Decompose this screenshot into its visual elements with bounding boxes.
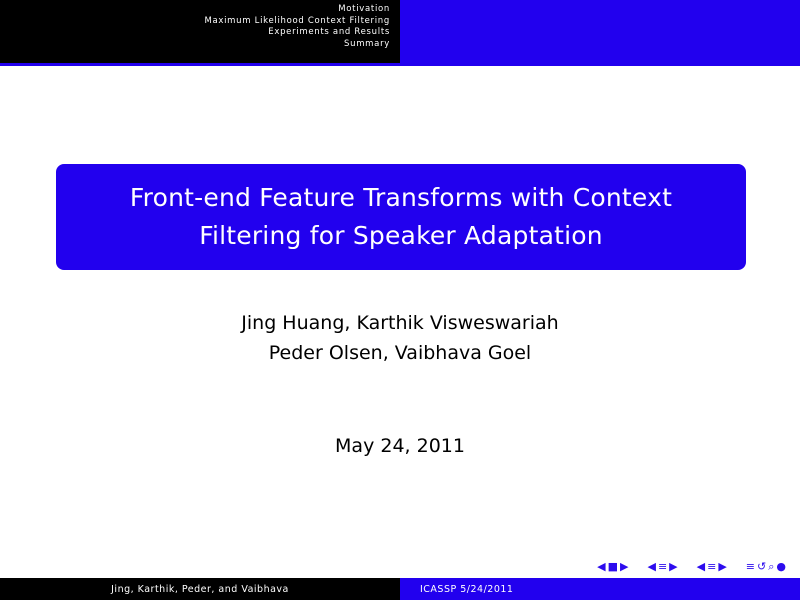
dot-icon[interactable]: ● xyxy=(776,560,786,573)
slide-navigation-group[interactable] xyxy=(597,561,628,572)
slide-title-line-1: Front-end Feature Transforms with Context xyxy=(129,183,673,212)
prev-subsection-icon[interactable]: ◀ xyxy=(696,560,706,573)
back-icon[interactable]: ↺ xyxy=(757,560,767,573)
next-subsection-icon[interactable]: ▶ xyxy=(718,560,727,573)
footer-authors: Jing, Karthik, Peder, and Vaibhava xyxy=(0,578,400,600)
footer-conference: ICASSP 5/24/2011 xyxy=(400,578,800,600)
frame-navigation-group[interactable] xyxy=(647,561,677,572)
beamer-navigation-symbols[interactable] xyxy=(597,561,786,572)
search-icon[interactable]: ⌕ xyxy=(768,560,775,573)
utility-navigation-group[interactable] xyxy=(746,561,786,572)
slide-title-line-2: Filtering for Speaker Adaptation xyxy=(199,221,603,250)
author-line-1: Jing Huang, Karthik Visweswariah xyxy=(241,312,559,334)
frame-marker-icon[interactable]: ≡ xyxy=(657,560,668,573)
header-section-nav xyxy=(0,0,400,63)
nav-item-summary[interactable]: Summary xyxy=(344,38,390,49)
next-frame-icon[interactable]: ▶ xyxy=(669,560,678,573)
author-list xyxy=(0,308,800,368)
subsection-marker-icon[interactable]: ≡ xyxy=(707,560,717,573)
contents-icon[interactable]: ≡ xyxy=(745,560,755,573)
slide-footer xyxy=(0,578,800,600)
slide-marker-icon[interactable]: ■ xyxy=(607,560,618,573)
nav-item-experiments-and-results[interactable]: Experiments and Results xyxy=(268,27,390,37)
prev-frame-icon[interactable]: ◀ xyxy=(647,560,656,573)
author-line-2: Peder Olsen, Vaibhava Goel xyxy=(268,342,532,364)
nav-item-motivation[interactable]: Motivation xyxy=(338,4,390,14)
subsection-navigation-group[interactable] xyxy=(697,561,727,572)
slide-title-box xyxy=(56,164,746,270)
nav-item-maximum-likelihood-context-filtering[interactable]: Maximum Likelihood Context Filtering xyxy=(204,15,390,26)
header-accent-strip xyxy=(400,0,800,63)
next-slide-icon[interactable]: ▶ xyxy=(620,560,629,573)
header-underline xyxy=(0,63,800,66)
first-slide-icon[interactable]: ◀ xyxy=(597,560,606,573)
presentation-date: May 24, 2011 xyxy=(335,435,465,457)
slide-header xyxy=(0,0,800,63)
